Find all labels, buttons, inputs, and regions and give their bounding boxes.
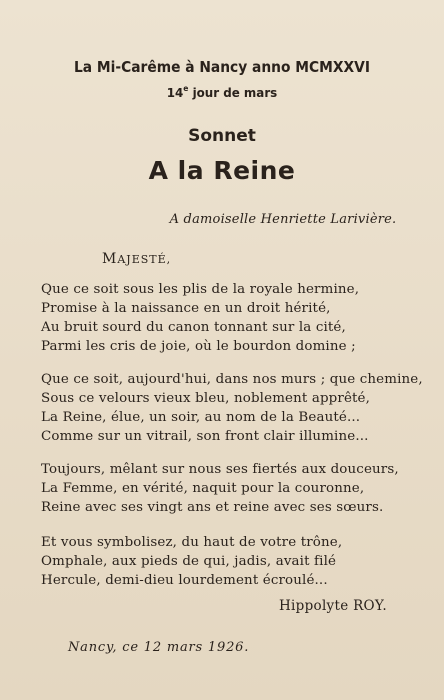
poem-title: A la Reine: [148, 156, 296, 185]
verse-line: Hercule, demi-dieu lourdement écroulé...: [41, 573, 328, 588]
verse-line: Reine avec ses vingt ans et reine avec ses sœurs.: [41, 500, 384, 515]
stanza-3: [41, 460, 421, 517]
stanza-1: [41, 280, 421, 356]
verse-line: La Reine, élue, un soir, au nom de la Beauté...: [41, 410, 361, 425]
event-title: La Mi-Carême à Nancy anno MCMXXVI: [74, 58, 370, 76]
event-date-line: [11, 85, 433, 100]
salutation: [102, 251, 171, 267]
event-day-rest: jour de mars: [188, 85, 278, 100]
verse-line: Omphale, aux pieds de qui, jadis, avait filé: [41, 554, 337, 569]
verse-line: Parmi les cris de joie, où le bourdon domine ;: [41, 339, 356, 354]
verse-line: La Femme, en vérité, naquit pour la couronne,: [41, 481, 365, 496]
verse-line: Et vous symbolisez, du haut de votre trône,: [41, 535, 343, 550]
salutation-rest: AJESTÉ,: [117, 253, 172, 266]
event-day-ordinal: e: [183, 84, 189, 93]
genre-label: Sonnet: [188, 126, 256, 146]
verse-line: Que ce soit sous les plis de la royale hermine,: [41, 282, 360, 297]
event-day-number: 14: [166, 85, 184, 100]
dedication: A damoiselle Henriette Larivière.: [169, 212, 397, 227]
verse-line: Que ce soit, aujourd'hui, dans nos murs ; que chemine,: [41, 372, 423, 387]
verse-line: Au bruit sourd du canon tonnant sur la cité,: [41, 320, 346, 335]
place-and-date: Nancy, ce 12 mars 1926.: [68, 640, 250, 655]
verse-line: Comme sur un vitrail, son front clair illumine...: [41, 429, 369, 444]
author-signature: Hippolyte ROY.: [278, 598, 387, 614]
verse-line: Promise à la naissance en un droit hérité,: [41, 301, 331, 316]
verse-line: Toujours, mêlant sur nous ses fiertés aux douceurs,: [41, 462, 399, 477]
verse-line: Sous ce velours vieux bleu, noblement apprêté,: [41, 391, 371, 406]
stanza-2: [41, 370, 421, 446]
stanza-4: [41, 533, 421, 590]
salutation-initial: M: [102, 251, 118, 267]
